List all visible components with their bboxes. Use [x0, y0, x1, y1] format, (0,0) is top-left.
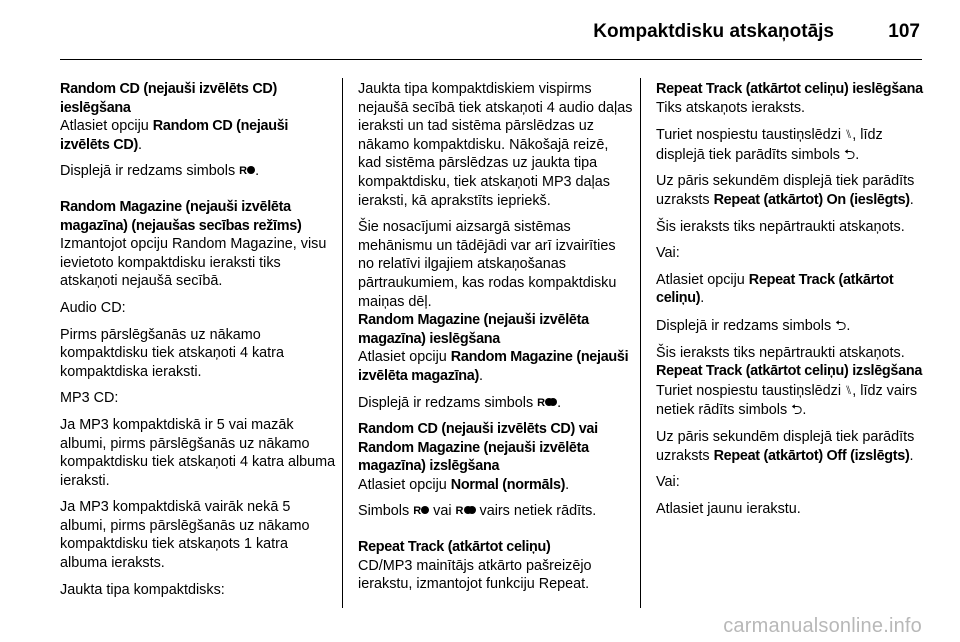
display-message: Repeat (atkārtot) On (ieslēgts)	[713, 191, 910, 208]
option-name: Normal (normāls)	[450, 476, 566, 493]
repeat-icon: ⮌	[835, 316, 847, 333]
text: Turiet nospiestu taustiņslēdzi	[656, 382, 846, 399]
section-heading: Random Magazine (nejauši izvēlēta magazīna) ieslēgšana	[358, 312, 589, 347]
section-heading: Repeat Track (atkārtot celiņu) ieslēgšana	[656, 81, 923, 97]
text: .	[909, 191, 914, 208]
page-header	[60, 18, 922, 60]
option-name: Random Magazine (nejauši izvēlēta magazīna)	[358, 349, 629, 384]
text: vairs netiek rādīts.	[475, 503, 597, 520]
display-message: Repeat (atkārtot) Off (izslēgts)	[713, 447, 910, 464]
paragraph	[358, 502, 634, 521]
button-icon: ⑊	[845, 382, 853, 397]
paragraph: Jaukta tipa kompaktdiskiem vispirms nejaušā secībā tiek atskaņoti 4 audio daļas ieraksti un tad sistēma pārslēdzas uz nākamo kompaktdisku. Nākošajā reizē, kad sistēma pārslēdzas uz jaukta tipa kompaktdisku, tiek atskaņoti MP3 daļas ieraksti, kā aprakstīts iepriekš.	[358, 81, 633, 209]
paragraph	[358, 348, 634, 385]
paragraph	[656, 428, 932, 465]
column-divider	[342, 78, 343, 608]
random-magazine-icon: R	[456, 502, 476, 521]
paragraph	[656, 316, 932, 336]
text: .	[846, 317, 851, 334]
text: .	[137, 136, 142, 153]
random-magazine-icon: R	[537, 394, 557, 413]
paragraph: Šis ieraksts tiks nepārtraukti atskaņots.	[656, 344, 905, 361]
paragraph: Tiks atskaņots ieraksts.	[656, 99, 806, 116]
section-heading: Repeat Track (atkārtot celiņu)	[358, 539, 551, 556]
paragraph	[60, 162, 336, 181]
paragraph: Audio CD:	[60, 299, 126, 316]
paragraph	[656, 271, 932, 308]
text: , līdz vairs netiek rādīts simbols	[656, 382, 918, 419]
paragraph: Ja MP3 kompaktdiskā ir 5 vai mazāk albumi, pirms pārslēgšanās uz nākamo kompaktdisku tiek atskaņoti 4 katra albuma ieraksti.	[60, 416, 336, 489]
text: Displejā ir redzams simbols	[358, 394, 538, 411]
text: .	[478, 367, 483, 384]
watermark: carmanualsonline.info	[723, 615, 922, 637]
section-heading: Repeat Track (atkārtot celiņu) izslēgšana	[656, 363, 923, 380]
text: .	[855, 146, 860, 163]
column-1	[60, 80, 336, 599]
text: Atlasiet opciju	[358, 476, 451, 493]
text: , līdz displejā tiek parādīts simbols	[656, 127, 883, 163]
repeat-icon: ⮌	[791, 401, 803, 418]
paragraph: Ja MP3 kompaktdiskā vairāk nekā 5 albumi, pirms pārslēgšanās uz nākamo kompaktdisku tiek atskaņots 1 katra albuma ieraksts.	[60, 499, 310, 572]
paragraph: MP3 CD:	[60, 390, 119, 407]
paragraph: Šie nosacījumi aizsargā sistēmas mehānismu un tādējādi var arī izvairīties no relatīvi ilgajiem atskaņošanas pārtraukumiem, kas rodas kompaktdisku maiņas dēļ.	[358, 219, 617, 310]
option-name: Random CD (nejauši izvēlēts CD)	[60, 118, 289, 153]
text: Uz pāris sekundēm displejā tiek parādīts uzraksts	[656, 428, 915, 464]
text: .	[700, 290, 705, 307]
paragraph: Vai:	[656, 245, 680, 262]
column-divider	[640, 78, 641, 608]
random-cd-icon: R	[239, 162, 255, 181]
text: .	[909, 447, 914, 464]
paragraph: Pirms pārslēgšanās uz nākamo kompaktdisku tiek atskaņoti 4 katra kompaktdiska ieraksti.	[60, 326, 284, 380]
section-heading: Random CD (nejauši izvēlēts CD) ieslēgšana	[60, 81, 277, 116]
paragraph: Vai:	[656, 474, 680, 491]
section-heading: Random CD (nejauši izvēlēts CD) vai Random Magazine (nejauši izvēlēta magazīna) izslēgšana	[358, 421, 598, 475]
paragraph: Izmantojot opciju Random Magazine, visu ievietoto kompaktdisku ieraksti tiks atskaņoti nejaušā secībā.	[60, 236, 327, 290]
column-2	[358, 80, 634, 594]
text: Atlasiet opciju	[358, 349, 451, 366]
paragraph: Šis ieraksts tiks nepārtraukti atskaņots.	[656, 218, 905, 235]
paragraph	[656, 381, 932, 420]
paragraph: Atlasiet jaunu ierakstu.	[656, 500, 801, 517]
text: Turiet nospiestu taustiņslēdzi	[656, 127, 846, 144]
text: .	[565, 476, 570, 493]
text: Simbols	[358, 503, 414, 520]
button-icon: ⑊	[845, 127, 853, 142]
text: Atlasiet opciju	[656, 271, 749, 288]
text: .	[557, 394, 562, 411]
page-number: 107	[888, 21, 920, 42]
text: .	[255, 163, 260, 180]
text: Displejā ir redzams simbols	[60, 163, 240, 180]
paragraph: Jaukta tipa kompaktdisks:	[60, 581, 225, 598]
section-heading: Random Magazine (nejauši izvēlēta magazīna) (nejaušas secības režīms)	[60, 198, 302, 234]
paragraph: CD/MP3 mainītājs atkārto pašreizējo ierakstu, izmantojot funkciju Repeat.	[358, 557, 592, 593]
text: .	[802, 402, 807, 419]
column-3	[656, 80, 932, 518]
text: Uz pāris sekundēm displejā tiek parādīts uzraksts	[656, 173, 915, 208]
text: Displejā ir redzams simbols	[656, 317, 836, 334]
paragraph	[656, 172, 932, 209]
paragraph	[358, 394, 634, 413]
paragraph	[358, 476, 634, 495]
paragraph	[60, 117, 336, 154]
repeat-icon: ⮌	[843, 145, 856, 162]
option-name: Repeat Track (atkārtot celiņu)	[656, 271, 894, 307]
text: vai	[429, 503, 456, 520]
paragraph	[656, 125, 932, 164]
random-cd-icon: R	[413, 502, 429, 521]
page-title: Kompaktdisku atskaņotājs	[593, 21, 834, 42]
text: Atlasiet opciju	[60, 118, 153, 135]
